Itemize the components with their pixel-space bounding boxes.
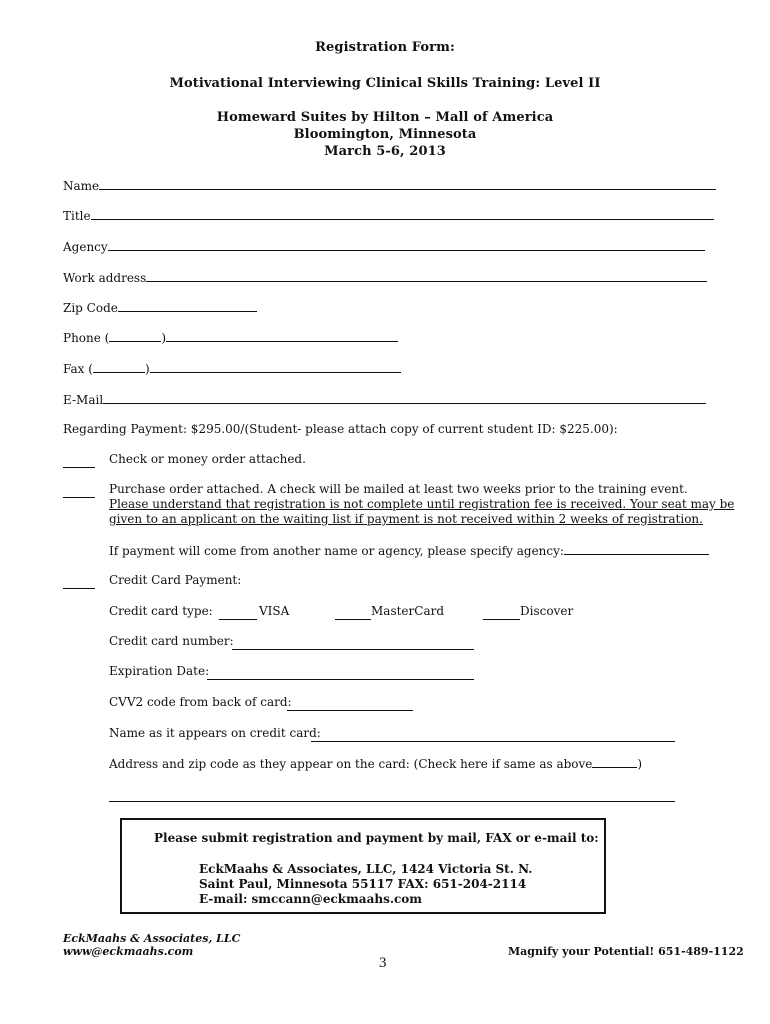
- expiration-label: Expiration Date:: [109, 664, 210, 678]
- title-label: Title: [63, 209, 91, 223]
- submit-address-line-1: EckMaahs & Associates, LLC, 1424 Victoria St. N.: [199, 862, 533, 876]
- mastercard-blank[interactable]: [335, 608, 371, 620]
- fax-number-blank[interactable]: [150, 361, 401, 373]
- phone-label: Phone (: [63, 331, 110, 345]
- check-blank[interactable]: [63, 456, 95, 468]
- cvv-label: CVV2 code from back of card:: [109, 695, 292, 709]
- card-number-blank[interactable]: [232, 638, 474, 650]
- fax-area-blank[interactable]: [93, 361, 145, 373]
- name-blank[interactable]: [99, 178, 716, 190]
- zip-field[interactable]: [63, 300, 257, 315]
- po-note-line-1: Please understand that registration is not complete until registration fee is received. Your seat may be: [109, 497, 735, 511]
- fax-field[interactable]: [63, 361, 401, 376]
- training-title: Motivational Interviewing Clinical Skills Training: Level II: [169, 76, 601, 91]
- agency-label: Agency: [63, 240, 108, 254]
- phone-area-blank[interactable]: [109, 330, 161, 342]
- dates: March 5-6, 2013: [324, 144, 446, 159]
- email-blank[interactable]: [103, 392, 706, 404]
- same-as-above-blank[interactable]: [592, 756, 637, 768]
- agency-blank[interactable]: [108, 239, 705, 251]
- po-blank[interactable]: [63, 486, 95, 498]
- page-number: 3: [379, 955, 387, 971]
- card-type-label: Credit card type:: [109, 604, 213, 618]
- title-blank[interactable]: [91, 208, 714, 220]
- footer-web: www@eckmaahs.com: [63, 945, 194, 958]
- city: Bloomington, Minnesota: [293, 127, 477, 142]
- zip-blank[interactable]: [118, 300, 257, 312]
- address-on-card-close: ): [637, 757, 643, 771]
- submit-address-line-2: Saint Paul, Minnesota 55117 FAX: 651-204-2114: [199, 877, 527, 891]
- phone-number-blank[interactable]: [166, 330, 398, 342]
- phone-field[interactable]: [63, 330, 398, 345]
- mastercard-label: MasterCard: [371, 604, 445, 618]
- po-label: Purchase order attached. A check will be mailed at least two weeks prior to the training event.: [109, 482, 688, 496]
- visa-label: VISA: [259, 604, 290, 618]
- cvv-blank[interactable]: [287, 699, 413, 711]
- email-label: E-Mail: [63, 393, 104, 407]
- submit-heading: Please submit registration and payment by mail, FAX or e-mail to:: [154, 831, 599, 845]
- phone-close: ): [161, 331, 167, 345]
- other-agency-blank[interactable]: [564, 543, 709, 555]
- work-address-blank[interactable]: [146, 270, 707, 282]
- expiration-blank[interactable]: [207, 668, 474, 680]
- work-address-field[interactable]: [63, 270, 707, 285]
- fax-label: Fax (: [63, 362, 93, 376]
- discover-label: Discover: [520, 604, 574, 618]
- address-on-card-label: Address and zip code as they appear on the card: (Check here if same as above: [109, 757, 593, 771]
- email-field[interactable]: [63, 392, 706, 407]
- payment-heading: Regarding Payment: $295.00/(Student- please attach copy of current student ID: $225.00):: [63, 422, 618, 436]
- agency-field[interactable]: [63, 239, 705, 254]
- address-on-card-blank[interactable]: [109, 790, 675, 802]
- name-field[interactable]: [63, 178, 716, 193]
- discover-blank[interactable]: [483, 608, 520, 620]
- name-label: Name: [63, 179, 100, 193]
- name-on-card-label: Name as it appears on credit card:: [109, 726, 321, 740]
- footer-company: EckMaahs & Associates, LLC: [63, 932, 241, 945]
- venue: Homeward Suites by Hilton – Mall of America: [216, 110, 554, 125]
- zip-label: Zip Code: [63, 301, 118, 315]
- visa-blank[interactable]: [219, 608, 257, 620]
- work-address-label: Work address: [63, 271, 147, 285]
- other-agency-field[interactable]: [109, 543, 709, 558]
- card-number-label: Credit card number:: [109, 634, 234, 648]
- title-field[interactable]: [63, 208, 714, 223]
- name-on-card-blank[interactable]: [311, 730, 675, 742]
- credit-card-label: Credit Card Payment:: [109, 573, 242, 587]
- form-title: Registration Form:: [315, 40, 455, 55]
- other-agency-label: If payment will come from another name or agency, please specify agency:: [109, 544, 564, 558]
- check-label: Check or money order attached.: [109, 452, 306, 466]
- footer-tagline: Magnify your Potential! 651-489-1122: [508, 945, 744, 958]
- address-on-card-field[interactable]: [109, 756, 642, 771]
- credit-card-blank[interactable]: [63, 577, 95, 589]
- fax-close: ): [144, 362, 150, 376]
- submit-email: E-mail: smccann@eckmaahs.com: [199, 892, 423, 906]
- po-note-line-2: given to an applicant on the waiting list if payment is not received within 2 weeks of registration.: [109, 512, 703, 526]
